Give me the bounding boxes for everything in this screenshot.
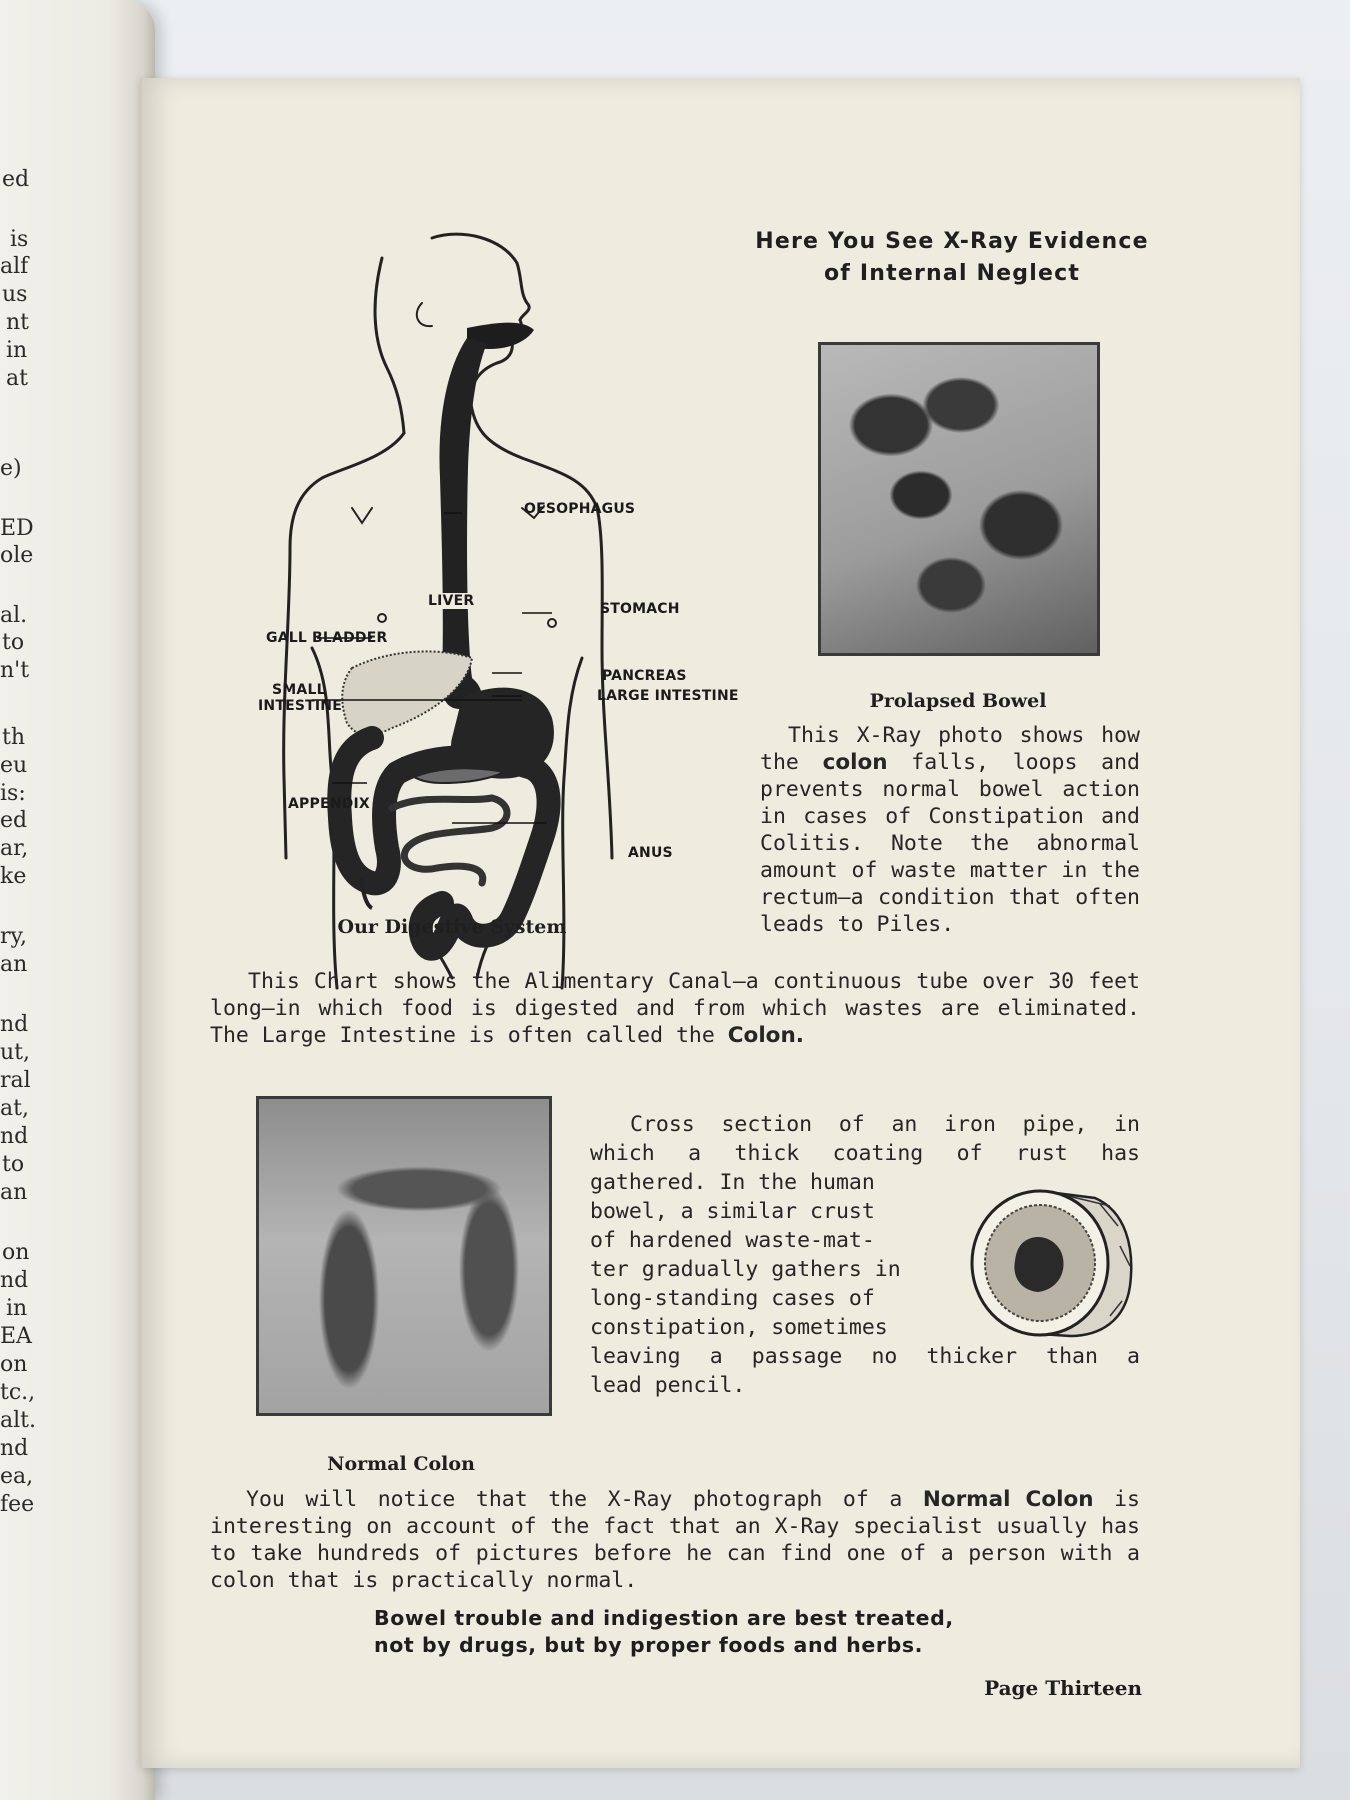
label-pancreas: PANCREAS (602, 668, 687, 684)
left-page-fragment: th (2, 725, 26, 750)
xray-heading-line2: of Internal Neglect (823, 261, 1081, 286)
left-page-fragment: alf (0, 254, 29, 279)
normal-colon-paragraph (210, 1486, 1140, 1594)
left-page-fragment: on (2, 1240, 30, 1265)
left-page-fragment: ED (0, 516, 34, 541)
pipe-line-3: gathered. In the human (590, 1170, 875, 1195)
left-page-fragment: us (2, 282, 28, 307)
left-page-fragment: at (6, 366, 28, 391)
xray-heading (752, 226, 1152, 290)
pipe-line-2: which a thick coating of rust has (590, 1141, 1140, 1166)
normal-text-b: is interesting on account of the fact that an X-Ray specialist usually has to take hundreds of pictures before he can find one of a person with a colon that is practically normal. (210, 1487, 1140, 1593)
pipe-line-8: constipation, sometimes (590, 1315, 888, 1340)
pipe-line-6: ter gradually gathers in (590, 1257, 901, 1282)
left-page-fragment: al. (0, 603, 28, 628)
left-page-fragment: ole (0, 543, 34, 568)
label-oesophagus: OESOPHAGUS (524, 501, 636, 517)
diagram-caption: Our Digestive System (337, 916, 567, 938)
closing-line-2: not by drugs, but by proper foods and herbs. (374, 1633, 924, 1657)
left-page-fragment: is (10, 227, 29, 252)
pipe-line-10: lead pencil. (590, 1373, 746, 1398)
left-page-fragment: an (0, 952, 28, 977)
label-appendix: APPENDIX (288, 796, 370, 812)
left-page-fragment: nd (0, 1436, 29, 1461)
left-page-fragment: e) (0, 456, 22, 481)
left-page-fragment: nt (6, 310, 30, 335)
label-small-intestine-1: SMALL (272, 682, 326, 698)
left-page-fragment: nd (0, 1012, 29, 1037)
left-page-fragment: ed (2, 167, 30, 192)
left-page-fragment: ut, (0, 1040, 31, 1065)
label-anus: ANUS (628, 845, 673, 861)
left-page-fragment: ry, (0, 924, 28, 949)
label-gall-bladder: GALL BLADDER (266, 630, 388, 646)
left-page-fragment: at, (0, 1096, 29, 1121)
left-page-fragment: tc., (0, 1380, 36, 1405)
closing-line-1: Bowel trouble and indigestion are best treated, (374, 1606, 954, 1630)
small-intestine-shape (392, 798, 507, 883)
chart-paragraph (210, 968, 1140, 1049)
pipe-line-9: leaving a passage no thicker than a (590, 1344, 1140, 1369)
left-page-fragment: in (6, 1296, 28, 1321)
label-large-intestine: LARGE INTESTINE (597, 688, 739, 704)
pipe-line-1: Cross section of an iron pipe, in (630, 1112, 1140, 1137)
left-page-edge (0, 0, 155, 1800)
left-page-fragment: ral (0, 1068, 31, 1093)
label-stomach: STOMACH (600, 601, 680, 617)
left-page-fragment: alt. (0, 1408, 36, 1433)
left-page-fragment: is: (0, 781, 26, 806)
prolapsed-text-b: falls, loops and prevents normal bowel action in cases of Constipation and Colitis. Note the abnormal amount of waste matter in the rectum—a condition that often leads to Piles. (760, 750, 1140, 937)
left-page-fragment: to (2, 1152, 25, 1177)
left-page-fragment: fee (0, 1492, 35, 1517)
prolapsed-bowel-xray-photo (818, 342, 1100, 656)
left-page-fragment: nd (0, 1268, 29, 1293)
label-liver: LIVER (428, 593, 475, 609)
left-page-fragment: on (0, 1352, 28, 1377)
normal-colon-xray-photo (256, 1096, 552, 1416)
normal-text-a: You will notice that the X-Ray photograph of a (246, 1487, 923, 1512)
normal-text-bold: Normal Colon (922, 1487, 1094, 1512)
chart-paragraph-bold: Colon. (727, 1023, 804, 1048)
chart-paragraph-text: This Chart shows the Alimentary Canal—a continuous tube over 30 feet long—in which food is digested and from which wastes are eliminated. The Large Intestine is often called the (210, 969, 1140, 1048)
prolapsed-text-bold: colon (822, 750, 888, 775)
left-page-fragment: ed (0, 808, 28, 833)
left-page-fragment: eu (0, 753, 28, 778)
left-page-fragment: ea, (0, 1464, 34, 1489)
left-page-fragment: ar, (0, 836, 29, 861)
left-page-fragment: EA (0, 1324, 32, 1349)
pipe-line-4: bowel, a similar crust (590, 1199, 875, 1224)
normal-colon-caption: Normal Colon (327, 1453, 475, 1475)
left-page-fragment: to (2, 630, 25, 655)
left-page-fragment: n't (0, 658, 30, 683)
left-page-fragment: an (0, 1180, 28, 1205)
left-page-fragment: nd (0, 1124, 29, 1149)
pipe-line-5: of hardened waste-mat- (590, 1228, 875, 1253)
left-page-fragment: in (6, 338, 28, 363)
head-outline-icon (375, 258, 404, 433)
iron-pipe-cross-section (960, 1186, 1140, 1346)
prolapsed-caption: Prolapsed Bowel (869, 690, 1047, 712)
closing-statement (374, 1605, 1074, 1659)
prolapsed-description (760, 722, 1140, 938)
left-page-fragment: ke (0, 864, 27, 889)
label-small-intestine-2: INTESTINE (258, 698, 342, 714)
xray-heading-line1: Here You See X-Ray Evidence (755, 229, 1149, 254)
pipe-line-7: long-standing cases of (590, 1286, 875, 1311)
page-number: Page Thirteen (984, 1676, 1142, 1700)
prolapsed-text-a: This X-Ray photo shows how the (760, 723, 1140, 775)
book-page (140, 78, 1300, 1768)
